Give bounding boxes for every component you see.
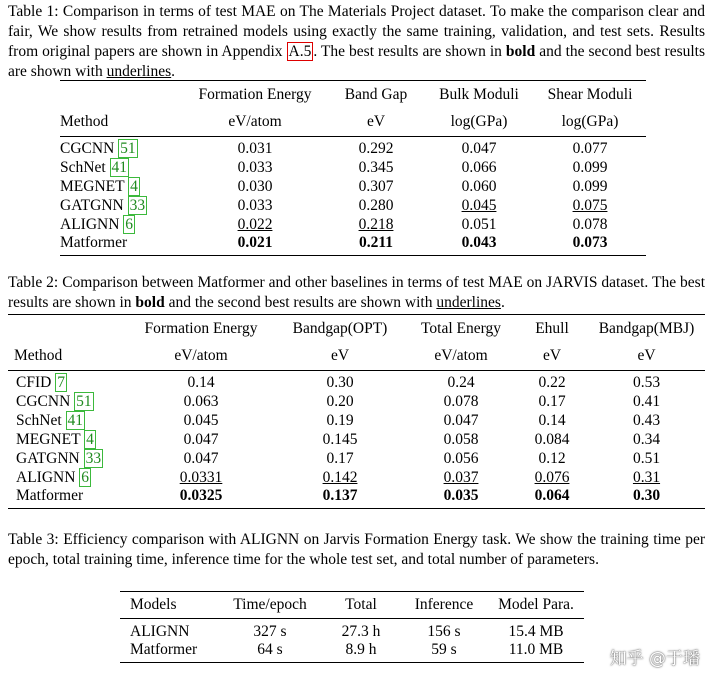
t2-method-header: Method: [14, 347, 63, 365]
citation-link[interactable]: 51: [76, 392, 92, 410]
t3-header: Total: [345, 596, 377, 613]
appendix-link[interactable]: A.5: [288, 43, 312, 60]
table-row-method: SchNet 41: [60, 158, 128, 176]
table-row-method: GATGNN 33: [16, 449, 102, 467]
table-row-method: CGCNN 51: [16, 392, 92, 410]
t3-header: Inference: [414, 596, 474, 613]
table2-caption: Table 2: Comparison between Matformer and other baselines in terms of test MAE on JARVIS dataset. The best results are shown in bold and the second best results are shown with underlines.: [8, 274, 705, 311]
t1-header: Bulk Moduli: [439, 85, 519, 103]
table-row-method: ALIGNN 6: [16, 468, 90, 486]
citation-link[interactable]: 51: [120, 140, 136, 157]
t1-unit: log(GPa): [450, 113, 508, 131]
t3-header: Model Para.: [498, 596, 574, 613]
t1-unit: eV: [366, 113, 386, 131]
table3-label: Table 3:: [8, 531, 59, 548]
table-row-method: ALIGNN 6: [60, 215, 134, 233]
t3-header: Time/epoch: [233, 596, 307, 613]
table-row-method: Matformer: [16, 487, 84, 504]
citation-link[interactable]: 6: [125, 215, 134, 233]
t1-header: Shear Moduli: [547, 85, 633, 103]
t1-header: Band Gap: [344, 85, 408, 103]
t1-method-header: Method: [60, 113, 109, 131]
citation-link[interactable]: 4: [86, 430, 94, 448]
t2-header: Total Energy: [421, 319, 501, 337]
t2-header: Formation Energy: [144, 319, 258, 337]
t2-header: Ehull: [535, 319, 569, 337]
table-row-model: ALIGNN: [130, 623, 190, 640]
citation-link[interactable]: 6: [81, 468, 90, 486]
citation-link[interactable]: 41: [67, 411, 84, 429]
table-row-method: CFID 7: [16, 374, 65, 391]
table-row-method: Matformer: [60, 234, 128, 251]
t3-header: Models: [130, 596, 177, 613]
t1-header: Formation Energy: [198, 85, 312, 103]
t2-header: Bandgap(OPT): [292, 319, 388, 337]
table1: Formation Energy Band Gap Bulk Moduli Shear Moduli Method eV/atom eV log(GPa) log(GPa) CGCNN 51 0.031 0.292 0.047 0.077 SchNet 41 0.033 0.345 0.066 0.099 MEGNET 4 0.030 0.307 0.060 0.099 GATGNN 33 0.033 0.280 0.045 0.075 ALIGNN 6 0.022 0.218 0.051 0.078 Matformer 0.021 0.211 0.043 0.073: [60, 80, 646, 256]
citation-link[interactable]: 41: [111, 158, 128, 176]
citation-link[interactable]: 4: [130, 177, 138, 195]
citation-link[interactable]: 7: [57, 374, 65, 391]
citation-link[interactable]: 33: [129, 196, 146, 214]
t2-header: Bandgap(MBJ): [598, 319, 695, 337]
table3-caption: Table 3: Efficiency comparison with ALIGNN on Jarvis Formation Energy task. We show the training time per epoch, total training time, inference time for the whole test set, and total number of parameters.: [8, 531, 706, 568]
t1-unit: eV/atom: [228, 113, 282, 131]
table1-label: Table 1:: [8, 3, 59, 20]
table2: Formation Energy Bandgap(OPT) Total Energy Ehull Bandgap(MBJ) Method eV/atom eV eV/atom eV eV CFID 7 0.14 0.30 0.24 0.22 0.53 CGCNN 51 0.063 0.20 0.078 0.17 0.41 SchNet 41 0.045 0.19 0.047 0.14 0.43 MEGNET 4 0.047 0.145 0.058 0.084 0.34 GATGNN 33 0.047 0.17 0.056 0.12 0.51 ALIGNN 6 0.0331 0.142 0.037 0.076 0.31 Matformer 0.0325 0.137 0.035 0.064 0.30: [8, 314, 705, 509]
table-row-method: SchNet 41: [16, 411, 84, 429]
citation-link[interactable]: 33: [85, 449, 102, 467]
table2-label: Table 2:: [8, 274, 59, 291]
table3: Models Time/epoch Total Inference Model Para. ALIGNN 327 s 27.3 h 156 s 15.4 MB Matformer 64 s 8.9 h 59 s 11.0 MB: [120, 591, 584, 663]
table-row-method: MEGNET 4: [60, 177, 138, 195]
table1-caption: Table 1: Comparison in terms of test MAE on The Materials Project dataset. To make the comparison clear and fair, We show results from retrained models using exactly the same training, validation, and test sets. Results from original papers are shown in Appendix A.5 . The best results are shown in bold and the second best results are shown with underlines.: [8, 3, 705, 80]
t1-unit: log(GPa): [561, 113, 619, 131]
table-row-model: Matformer: [130, 641, 198, 658]
watermark: 知乎 @于璠: [609, 649, 700, 669]
table-row-method: MEGNET 4: [16, 430, 94, 448]
table-row-method: GATGNN 33: [60, 196, 146, 214]
table-row-method: CGCNN 51: [60, 140, 136, 157]
